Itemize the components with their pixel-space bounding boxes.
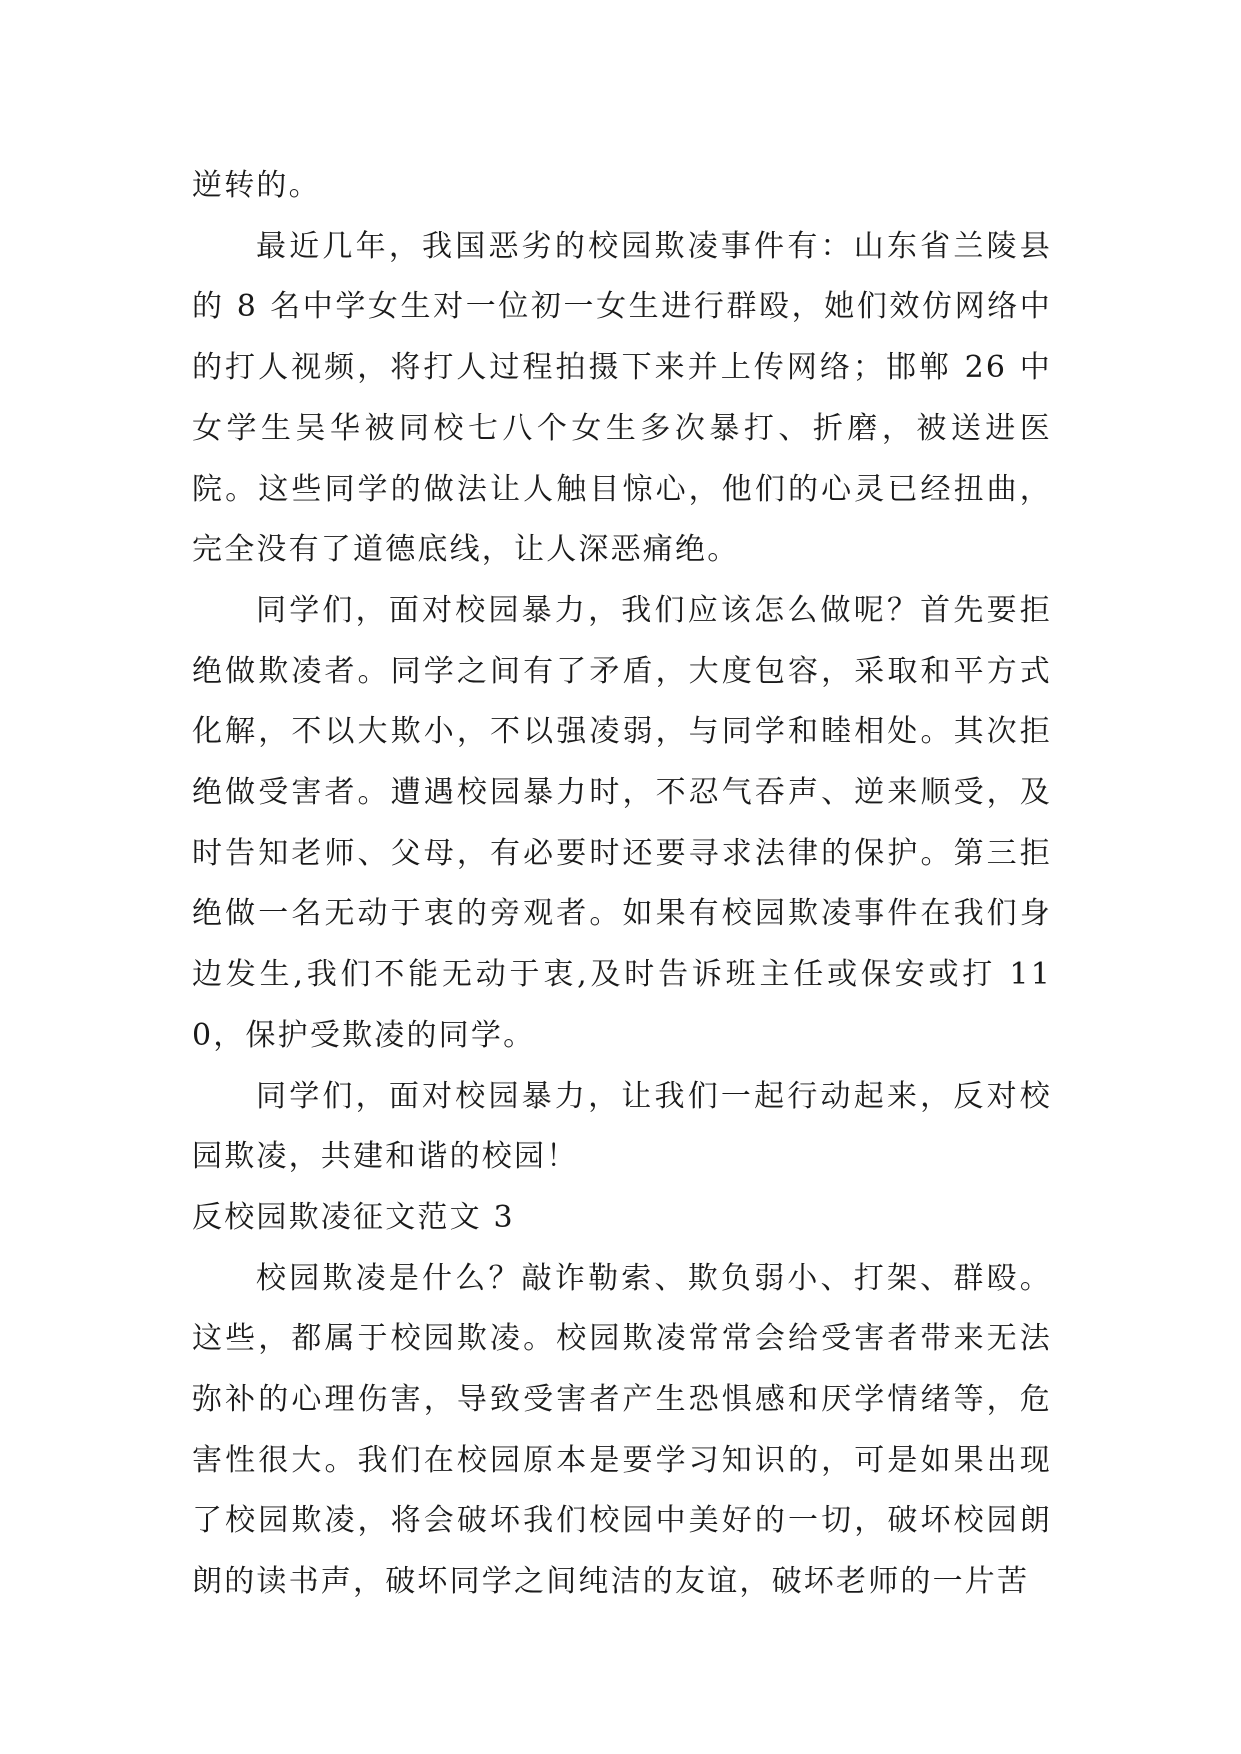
paragraph-continued: 逆转的。 [192,168,321,203]
paragraph-what-to-do: 同学们，面对校园暴力，我们应该怎么做呢？首先要拒绝做欺凌者。同学之间有了矛盾，大度包容，采取和平方式化解，不以大欺小，不以强凌弱，与同学和睦相处。其次拒绝做受害者。遭遇校园暴力时，不忍气吞声、逆来顺受，及时告知老师、父母，有必要时还要寻求法律的保护。第三拒绝做一名无动于衷的旁观者。如果有校园欺凌事件在我们身边发生,我们不能无动于衷,及时告诉班主任或保安或打 110，保护受欺凌的同学。 [192,592,1052,1053]
section-heading: 反校园欺凌征文范文 3 [192,1199,515,1235]
paragraph-what-is-bullying: 校园欺凌是什么？敲诈勒索、欺负弱小、打架、群殴。这些，都属于校园欺凌。校园欺凌常常会给受害者带来无法弥补的心理伤害，导致受害者产生恐惧感和厌学情绪等，危害性很大。我们在校园原本是要学习知识的，可是如果出现了校园欺凌，将会破坏我们校园中美好的一切，破坏校园朗朗的读书声，破坏同学之间纯洁的友谊，破坏老师的一片苦 [192,1260,1052,1600]
document-body [192,156,1052,1613]
paragraph-bullying-incidents: 最近几年，我国恶劣的校园欺凌事件有：山东省兰陵县的 8 名中学女生对一位初一女生进行群殴，她们效仿网络中的打人视频，将打人过程拍摄下来并上传网络；邯郸 26 中女学生吴华被同校七八个女生多次暴打、折磨，被送进医院。这些同学的做法让人触目惊心，他们的心灵已经扭曲，完全没有了道德底线，让人深恶痛绝。 [192,228,1052,568]
paragraph-call-to-action: 同学们，面对校园暴力，让我们一起行动起来，反对校园欺凌，共建和谐的校园！ [192,1078,1052,1175]
